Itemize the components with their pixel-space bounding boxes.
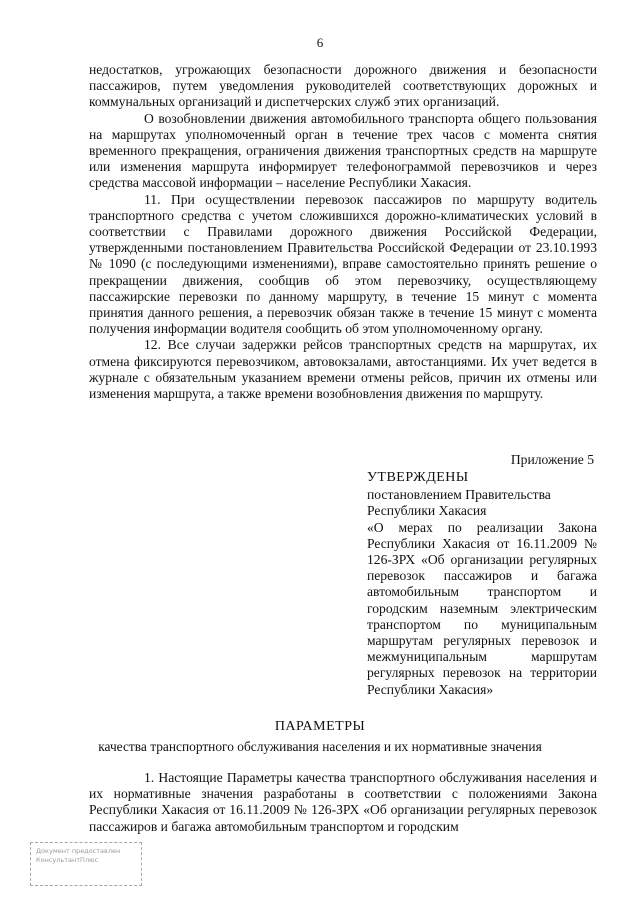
approval-line-government: постановлением Правительства [367,487,551,503]
approval-block [367,470,597,698]
top-text-block [89,62,597,402]
approved-title: УТВЕРЖДЕНЫ [367,470,469,485]
resumption-paragraph: О возобновлении движения автомобильного транспорта общего пользования на маршрутах уполномоченный орган в течение трех часов с момента снятия временного прекращения, ограничения движения транспортных средств на маршруте или изменения маршрута информирует телефонограммой перевозчиков и через средства массовой информации – население Республики Хакасия. [89,110,597,191]
page-number: 6 [316,35,324,50]
paragraph-1: 1. Настоящие Параметры качества транспортного обслуживания населения и их нормативные значения разработаны в соответствии с положениями Закона Республики Хакасия от 16.11.2009 № 126-ЗРХ «Об организации регулярных перевозок пассажиров и багажа автомобильным транспортом и городским [89,770,597,834]
consultant-stamp: Документ предоставлен КонсультантПлюс [30,842,142,886]
appendix-label: Приложение 5 [510,452,594,467]
paragraph-12: 12. Все случаи задержки рейсов транспортных средств на маршрутах, их отмена фиксируются перевозчиком, автовокзалами, автостанциями. Их учет ведется в журнале с обязательным указанием времени отмены рейсов, причин их отмены или изменения маршрута, а также времени возобновления движения по маршруту. [89,337,597,402]
document-subheading: качества транспортного обслуживания населения и их нормативные значения [98,739,542,754]
continuation-paragraph: недостатков, угрожающих безопасности дорожного движения и безопасности пассажиров, путем уведомления руководителей соответствующих дорожных и коммунальных организаций и диспетчерских служб этих организаций. [89,62,597,110]
approval-decree-title: «О мерах по реализации Закона Республики Хакасия от 16.11.2009 № 126-ЗРХ «Об организации регулярных перевозок пассажиров и багажа автомобильным транспортом и городским наземным электрическим транспортом по муниципальным маршрутам регулярных перевозок и межмуниципальным маршрутам регулярных перевозок на территории Республики Хакасия» [367,519,597,697]
paragraph-11: 11. При осуществлении перевозок пассажиров по маршруту водитель транспортного средства с учетом сложившихся дорожно-климатических условий в соответствии с Правилами дорожного движения Российской Федерации, утвержденными постановлением Правительства Российской Федерации от 23.10.1993 № 1090 (с последующими изменениями), вправе самостоятельно принять решение о прекращении движения, сообщив об этом перевозчику, осуществляющему пассажирские перевозки по данному маршруту, в течение 15 минут с момента принятия данного решения, а перевозчик обязан также в течение 15 минут с момента получения информации водителя сообщить об этом уполномоченному органу. [89,191,597,337]
bottom-text-block [89,770,597,835]
approval-line-republic: Республики Хакасия [367,503,487,519]
document-heading: ПАРАМЕТРЫ [274,719,366,734]
